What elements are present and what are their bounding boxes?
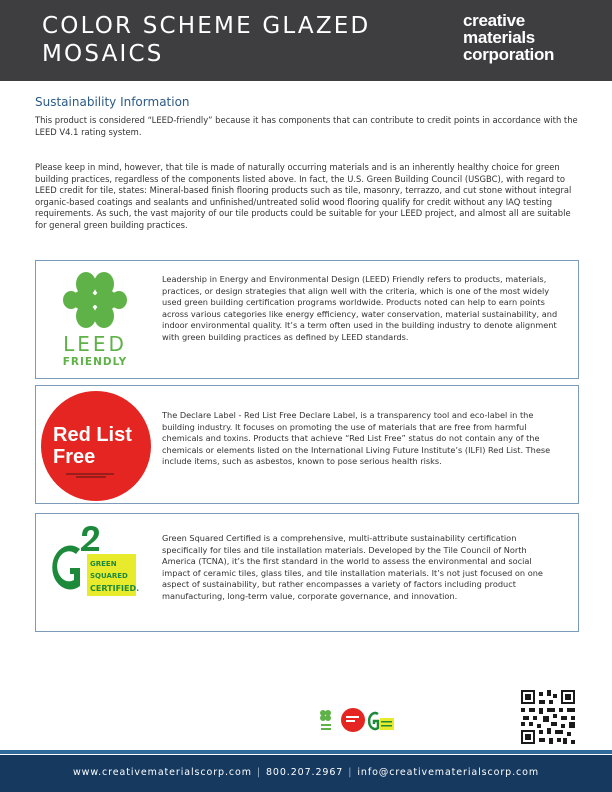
mini-g2-icon <box>369 713 394 730</box>
footer-separator: | <box>348 767 353 778</box>
sustainability-heading: Sustainability Information <box>35 95 190 109</box>
page-title-line1: COLOR SCHEME GLAZED <box>42 13 371 39</box>
phone-number[interactable]: 800.207.2967 <box>265 767 344 778</box>
leed-friendly-card <box>35 260 579 379</box>
footer-accent-stripe <box>0 750 612 754</box>
green-squared-description: Green Squared Certified is a comprehensive, multi-attribute sustainability certification specifically for tiles and tile installation materials. Developed by the Tile Council of North America (TCNA), it’s the first standard in the world to assess the environmental and social impact of ceramic tiles, glass tiles, and tile installation materials. It’s not just focused on one aspect of sustainability, but rather encompasses a variety of factors including product manufacturing, long-term value, corporate governance, and innovation. <box>162 533 543 601</box>
certification-badges <box>316 706 396 734</box>
qr-code-icon[interactable] <box>521 690 575 744</box>
g2-letter-icon <box>52 546 80 590</box>
page-title <box>42 12 442 68</box>
leed-logo-text: LEED <box>63 332 127 356</box>
company-logo-line1: creative <box>463 11 525 30</box>
page-title-line2: MOSAICS <box>42 41 164 67</box>
leed-intro-paragraph: This product is considered “LEED-friendly” because it has components that can contribute to credit points in accordance with the LEED V4.1 rating system. <box>35 115 578 137</box>
website-link[interactable]: www.creativematerialscorp.com <box>73 767 252 778</box>
friendly-logo-text: FRIENDLY <box>62 356 128 368</box>
green-squared-logo <box>36 514 159 631</box>
red-list-free-card <box>35 385 579 504</box>
leed-friendly-description: Leadership in Energy and Environmental Design (LEED) Friendly refers to products, materials, practices, or design strategies that align well with the criteria, which is one of the most widely used green building certification programs worldwide. Products noted can help to earn points across various categories like energy efficiency, water conservation, material sustainability, and indoor environmental quality. It’s a term often used in the building industry to denote alignment with green building practices as defined by LEED standards. <box>162 274 558 342</box>
page-header <box>0 0 612 81</box>
leed-friendly-logo <box>36 261 159 378</box>
green-logo-text: GREEN <box>90 560 117 568</box>
company-logo <box>463 12 603 63</box>
squared-logo-text: SQUARED <box>90 572 128 580</box>
free-logo-text: Free <box>53 446 96 468</box>
superscript-two-icon <box>81 526 99 551</box>
four-leaf-clover-icon <box>63 272 127 328</box>
mini-leed-icon <box>320 710 331 730</box>
certified-logo-text: CERTIFIED. <box>90 584 140 593</box>
footer-contact <box>0 767 612 778</box>
red-list-logo-text: Red List <box>53 424 132 446</box>
red-list-free-logo <box>36 386 159 503</box>
footer-separator: | <box>256 767 261 778</box>
company-logo-line3: corporation <box>463 45 555 64</box>
green-squared-card <box>35 513 579 632</box>
tile-health-paragraph: Please keep in mind, however, that tile is made of naturally occurring materials and is an inherently healthy choice for green building practices, regardless of the components listed above. In fact, the U.S. Green Building Council (USGBC), with regard to LEED credit for tile, states: Mineral-based finish flooring products such as tile, masonry, terrazzo, and cut stone without integral organic-based coatings and sealants and unfinished/untreated solid wood flooring qualify for credit without any IAQ testing requirements. As such, the vast majority of our tile products could be suitable for your LEED project, and almost all are suitable for general green building practices. <box>35 162 572 230</box>
red-list-free-description: The Declare Label - Red List Free Declare Label, is a transparency tool and eco-label in the building industry. It focuses on promoting the use of materials that are free from harmful chemicals and toxins. Products that achieve “Red List Free” status do not contain any of the chemicals or elements listed on the International Living Future Institute’s (ILFI) Red List. These include items, such as asbestos, known to pose serious health risks. <box>162 410 551 467</box>
company-logo-line2: materials <box>463 28 535 47</box>
email-link[interactable]: info@creativematerialscorp.com <box>357 767 539 778</box>
